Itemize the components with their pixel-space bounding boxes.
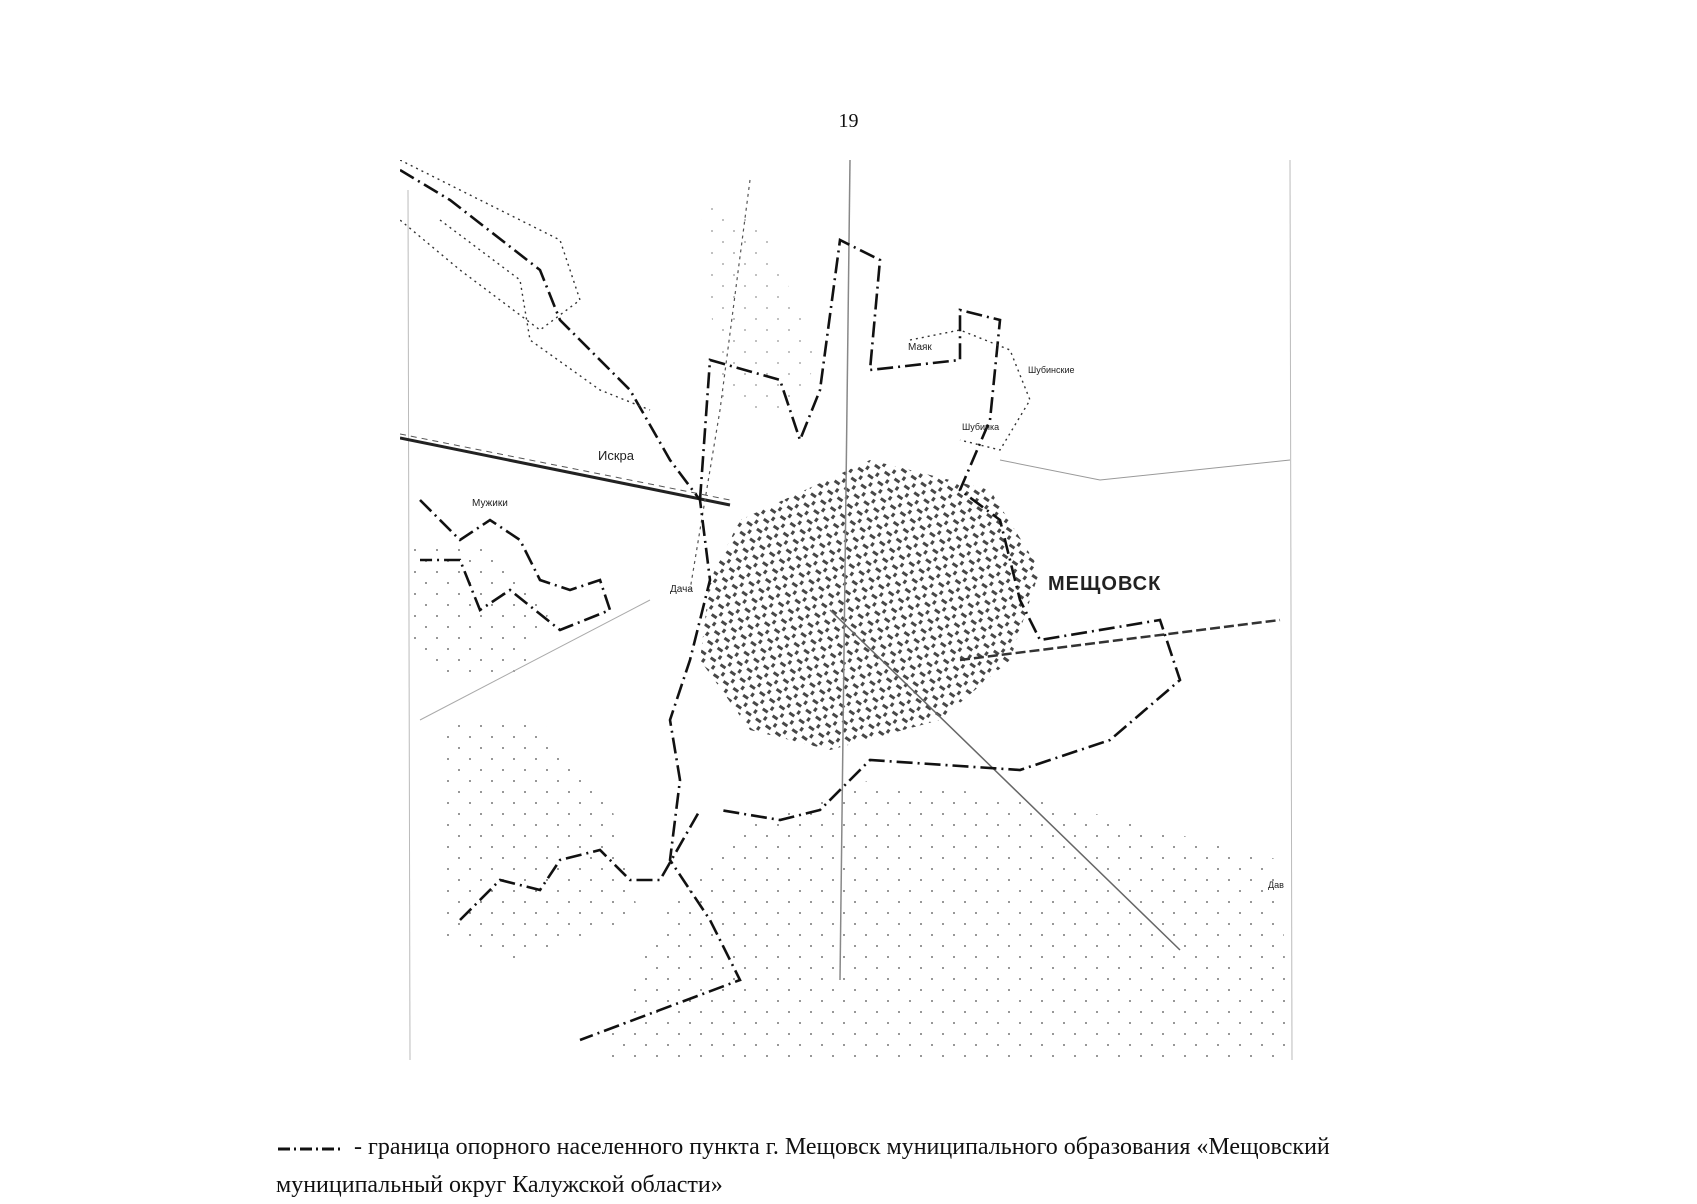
legend-text: - граница опорного населенного пункта г. Мещовск муниципального образования «Мещовский муниципальный округ Калужской области» [276, 1134, 1330, 1198]
boundary-line-symbol [276, 1141, 346, 1155]
map-label-town: МЕЩОВСК [1048, 573, 1162, 595]
map-label-se: Дав [1268, 880, 1284, 890]
town-built-up-area [700, 460, 1040, 750]
map-label-iskra: Искра [598, 448, 634, 463]
map-label-mayak: Маяк [908, 342, 932, 353]
map-label-village-w: Мужики [472, 498, 508, 509]
map-label-north-e1: Шубинские [1028, 365, 1075, 375]
map-label-north-e2: Шубинка [962, 422, 1000, 432]
map-canvas [400, 160, 1300, 1070]
map-legend [276, 1128, 1456, 1204]
page-number: 19 [838, 110, 859, 132]
map-label-dacha: Дача [670, 584, 693, 595]
settlement-map [400, 160, 1300, 1070]
